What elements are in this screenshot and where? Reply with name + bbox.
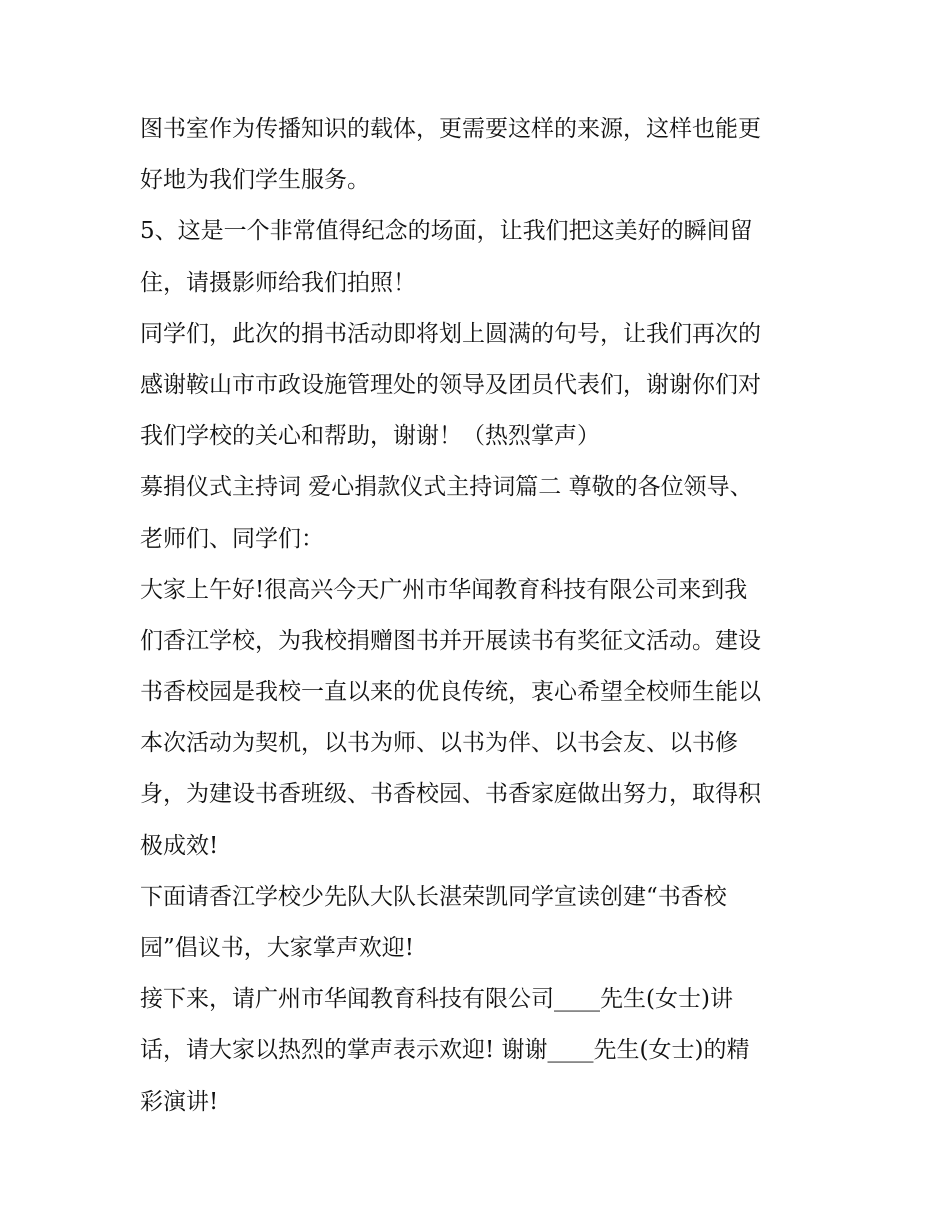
text-line: 募捐仪式主持词 爱心捐款仪式主持词篇二 尊敬的各位领导、 (140, 474, 753, 501)
text-line: 大家上午好!很高兴今天广州市华闻教育科技有限公司来到我 (140, 576, 748, 603)
text-line: 极成效! (140, 832, 219, 859)
text-line: 身，为建设书香班级、书香校园、书香家庭做出努力，取得积 (140, 781, 761, 808)
text-line: 园”倡议书，大家掌声欢迎! (140, 935, 415, 961)
text-line: 话，请大家以热烈的掌声表示欢迎! 谢谢____先生(女士)的精 (140, 1037, 750, 1064)
text-line: 感谢鞍山市市政设施管理处的领导及团员代表们，谢谢你们对 (140, 371, 761, 398)
text-line: 老师们、同学们： (140, 525, 324, 552)
text-line: 本次活动为契机，以书为师、以书为伴、以书会友、以书修 (140, 730, 738, 757)
text-line: 住，请摄影师给我们拍照！ (140, 269, 416, 296)
text-line: 同学们，此次的捐书活动即将划上圆满的句号，让我们再次的 (140, 320, 761, 347)
text-line: 接下来，请广州市华闻教育科技有限公司____先生(女士)讲 (140, 986, 733, 1013)
text-line: 下面请香江学校少先队大队长湛荣凯同学宣读创建“书香校 (140, 883, 727, 910)
text-line: 图书室作为传播知识的载体，更需要这样的来源，这样也能更 (140, 116, 761, 142)
text-line: 彩演讲! (140, 1088, 219, 1115)
text-line: 5、这是一个非常值得纪念的场面，让我们把这美好的瞬间留 (140, 218, 753, 245)
text-line: 书香校园是我校一直以来的优良传统，衷心希望全校师生能以 (140, 679, 761, 706)
text-line: 好地为我们学生服务。 (140, 167, 370, 194)
body-text (140, 104, 820, 1128)
text-line: 们香江学校，为我校捐赠图书并开展读书有奖征文活动。建设 (140, 627, 761, 654)
text-line: 我们学校的关心和帮助，谢谢！（热烈掌声） (140, 423, 600, 450)
